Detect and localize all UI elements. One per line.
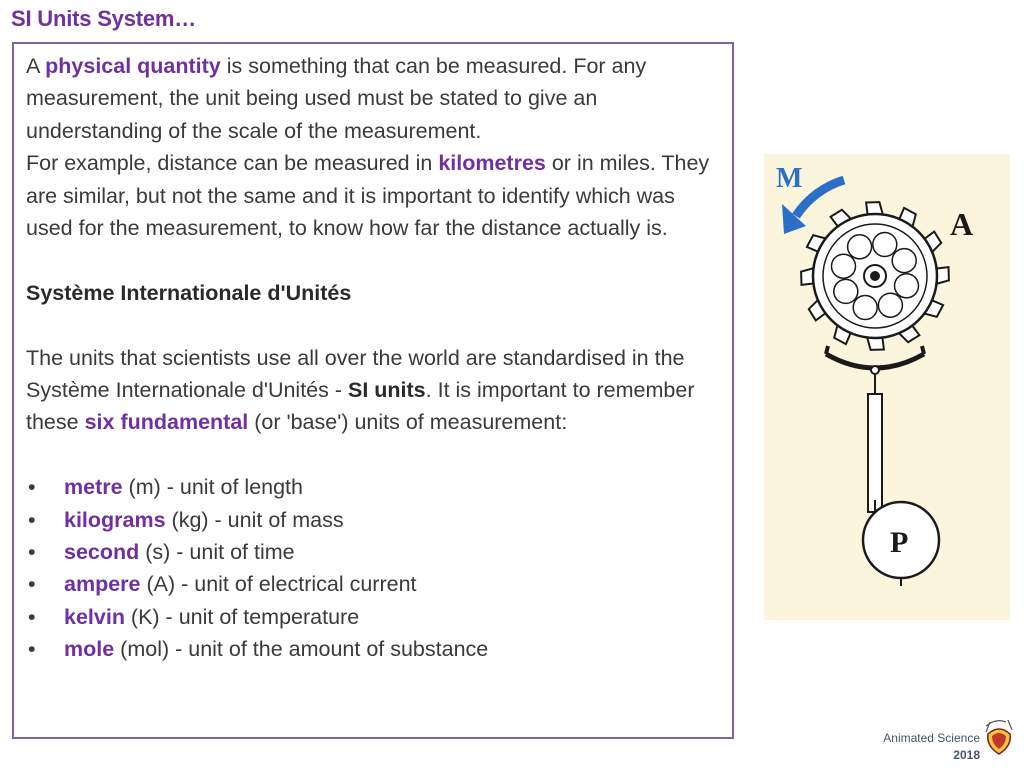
intro-text-b: is something that can be measured. For any measurement, the unit being used must be stated to give an understanding of the scale of the measurement. <box>26 54 647 143</box>
unit-name: second <box>64 540 140 565</box>
unit-name: kelvin <box>64 604 125 629</box>
si-text-a: The units that scientists use all over the world are standardised in the Système Internationale d'Unités - <box>26 345 685 403</box>
wheel-hole <box>848 235 872 259</box>
brand-logo-icon <box>982 716 1016 756</box>
si-text-c: (or 'base') units of measurement: <box>248 410 568 435</box>
label-m: M <box>776 163 803 194</box>
unit-name: kilograms <box>64 507 166 532</box>
pivot <box>871 366 879 374</box>
spacer <box>26 439 722 471</box>
wheel-hole <box>878 293 902 317</box>
wheel-hole <box>873 233 897 257</box>
label-p: P <box>890 526 909 559</box>
unit-desc: (kg) - unit of mass <box>165 507 344 532</box>
content-box <box>12 42 734 739</box>
unit-item-ampere <box>26 568 722 600</box>
example-text-b: or in miles. They are similar, but not the same and it is important to identify which was used for the measurement, to know how far the distance actually is. <box>26 151 710 241</box>
unit-item-kelvin <box>26 601 722 633</box>
unit-desc: (mol) - unit of the amount of substance <box>114 637 489 662</box>
footer-credit <box>883 730 980 764</box>
unit-desc: (m) - unit of length <box>122 475 303 500</box>
wheel-hole <box>853 296 877 320</box>
slide-title: SI Units System… <box>11 6 197 31</box>
wheel-hole <box>892 249 916 273</box>
wheel-hole <box>834 279 858 303</box>
intro-paragraph <box>26 50 722 147</box>
bullet: • <box>28 475 36 500</box>
si-text-b: . It is important to remember these <box>26 378 695 435</box>
pendulum-rod <box>868 394 882 512</box>
unit-desc: (s) - unit of time <box>139 540 295 565</box>
bullet: • <box>28 507 36 532</box>
si-paragraph <box>26 342 722 439</box>
footer-year: 2018 <box>953 748 980 762</box>
bullet: • <box>28 540 36 565</box>
escapement-illustration <box>764 154 1010 620</box>
escapement-diagram <box>764 154 1010 620</box>
unit-item-second <box>26 536 722 568</box>
term-kilometres: kilometres <box>438 151 546 176</box>
units-list <box>26 471 722 665</box>
unit-name: metre <box>64 475 123 500</box>
unit-item-metre <box>26 471 722 503</box>
footer-brand: Animated Science <box>883 731 980 745</box>
unit-desc: (K) - unit of temperature <box>124 604 360 629</box>
example-paragraph <box>26 147 722 244</box>
bullet: • <box>28 572 36 597</box>
spacer <box>26 309 722 341</box>
term-si-units: SI units <box>348 378 426 403</box>
wheel-hole <box>832 254 856 278</box>
unit-item-mole <box>26 633 722 665</box>
unit-name: mole <box>64 637 115 662</box>
bullet: • <box>28 604 36 629</box>
term-physical-quantity: physical quantity <box>45 54 221 78</box>
spacer <box>26 244 722 276</box>
wheel-hole <box>895 274 919 298</box>
escape-wheel <box>801 202 949 350</box>
unit-name: ampere <box>64 572 141 597</box>
si-heading: Système Internationale d'Unités <box>26 280 352 305</box>
unit-item-kilograms <box>26 504 722 536</box>
rotation-arrow-icon <box>796 180 844 216</box>
term-six-fundamental: six fundamental <box>84 410 249 435</box>
bullet: • <box>28 637 36 662</box>
intro-text-a: A <box>26 54 46 78</box>
unit-desc: (A) - unit of electrical current <box>140 572 417 597</box>
label-a: A <box>950 206 974 242</box>
example-text-a: For example, distance can be measured in <box>26 151 439 176</box>
